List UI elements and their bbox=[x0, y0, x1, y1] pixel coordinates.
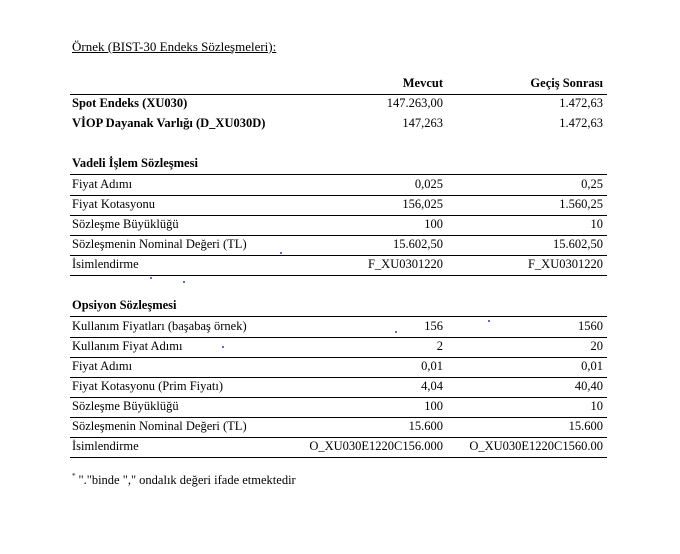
row-label: Sözleşme Büyüklüğü bbox=[72, 217, 179, 231]
page-title: Örnek (BIST-30 Endeks Sözleşmeleri): bbox=[72, 39, 277, 54]
row-value-after: 10 bbox=[590, 399, 603, 413]
row-value-current: 15.600 bbox=[408, 419, 443, 433]
table-row bbox=[70, 195, 607, 215]
row-value-after: 0,25 bbox=[581, 177, 603, 191]
row-value-current: 156 bbox=[424, 319, 443, 333]
row-value-after: 15.600 bbox=[568, 419, 603, 433]
row-label: Sözleşmenin Nominal Değeri (TL) bbox=[72, 419, 247, 433]
row-label: Sözleşme Büyüklüğü bbox=[72, 399, 179, 413]
row-value-after: 40,40 bbox=[574, 379, 603, 393]
column-header-after: Geçiş Sonrası bbox=[530, 76, 603, 90]
table-row bbox=[70, 215, 607, 235]
row-label: İsimlendirme bbox=[72, 439, 139, 453]
scan-speck bbox=[183, 281, 185, 283]
row-value-current: 100 bbox=[424, 217, 443, 231]
row-value-after: 1560 bbox=[578, 319, 603, 333]
row-label: Fiyat Kotasyonu bbox=[72, 197, 155, 211]
row-value-after: F_XU0301220 bbox=[527, 257, 603, 271]
row-value-current: O_XU030E1220C156.000 bbox=[309, 439, 443, 453]
row-value-after: 1.472,63 bbox=[559, 96, 603, 110]
row-label: İsimlendirme bbox=[72, 257, 139, 271]
table-row bbox=[70, 397, 607, 417]
row-label: VİOP Dayanak Varlığı (D_XU030D) bbox=[72, 116, 266, 130]
table-row bbox=[70, 337, 607, 357]
table-row bbox=[70, 317, 607, 337]
table-row-viop-underlying bbox=[70, 114, 607, 134]
row-value-current: 156,025 bbox=[402, 197, 443, 211]
row-value-after: O_XU030E1220C1560.00 bbox=[469, 439, 603, 453]
row-value-current: 15.602,50 bbox=[393, 237, 443, 251]
scan-speck bbox=[150, 277, 152, 279]
footnote-text: "."binde "," ondalık değeri ifade etmektedir bbox=[78, 473, 296, 487]
row-value-after: 1.472,63 bbox=[559, 116, 603, 130]
row-label: Fiyat Adımı bbox=[72, 177, 133, 191]
table-row bbox=[70, 417, 607, 437]
scan-speck bbox=[488, 320, 490, 322]
footnote bbox=[72, 473, 296, 488]
scan-speck bbox=[395, 331, 397, 333]
row-label: Fiyat Adımı bbox=[72, 359, 133, 373]
row-value-after: 20 bbox=[590, 339, 603, 353]
row-value-after: 0,01 bbox=[581, 359, 603, 373]
table-row bbox=[70, 437, 607, 457]
table-row bbox=[70, 377, 607, 397]
row-value-current: 0,01 bbox=[421, 359, 443, 373]
table-row bbox=[70, 175, 607, 195]
row-value-current: F_XU0301220 bbox=[367, 257, 443, 271]
row-value-current: 147,263 bbox=[402, 116, 443, 130]
table-row bbox=[70, 255, 607, 275]
table-row-spot-index bbox=[70, 94, 607, 114]
row-value-current: 100 bbox=[424, 399, 443, 413]
row-value-current: 0,025 bbox=[414, 177, 443, 191]
table-bottom-rule bbox=[70, 457, 607, 458]
table-row bbox=[70, 235, 607, 255]
footnote-marker: * bbox=[72, 472, 76, 480]
section-heading-options: Opsiyon Sözleşmesi bbox=[72, 298, 177, 312]
column-header-current: Mevcut bbox=[402, 76, 443, 90]
row-value-after: 10 bbox=[590, 217, 603, 231]
row-label: Kullanım Fiyat Adımı bbox=[72, 339, 183, 353]
row-label: Sözleşmenin Nominal Değeri (TL) bbox=[72, 237, 247, 251]
row-value-after: 15.602,50 bbox=[553, 237, 603, 251]
section-heading-futures: Vadeli İşlem Sözleşmesi bbox=[72, 156, 198, 170]
scan-speck bbox=[222, 346, 224, 348]
row-label: Kullanım Fiyatları (başabaş örnek) bbox=[72, 319, 247, 333]
table-row bbox=[70, 357, 607, 377]
row-value-current: 4,04 bbox=[421, 379, 443, 393]
row-value-after: 1.560,25 bbox=[559, 197, 603, 211]
row-label: Fiyat Kotasyonu (Prim Fiyatı) bbox=[72, 379, 224, 393]
row-value-current: 2 bbox=[436, 339, 443, 353]
row-value-current: 147.263,00 bbox=[386, 96, 443, 110]
row-label: Spot Endeks (XU030) bbox=[72, 96, 188, 110]
section-bottom-rule-futures bbox=[70, 275, 607, 276]
scan-speck bbox=[280, 252, 282, 254]
